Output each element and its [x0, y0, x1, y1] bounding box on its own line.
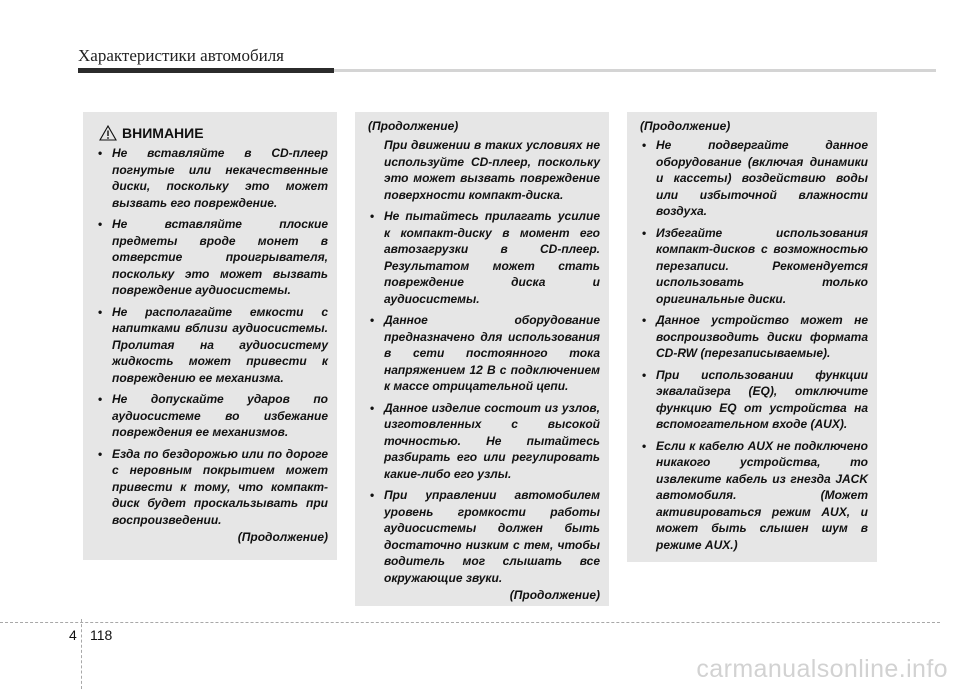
list-item: • Не подвергайте данное оборудование (включая динамики и кассеты) воздействию воды или избыточной влажности воздуха.: [635, 137, 868, 220]
list-item: • Данное устройство может не воспроизводить диски формата CD-RW (перезаписываемые).: [635, 312, 868, 362]
warning-triangle-icon: [99, 125, 117, 141]
continued-box-3: [627, 112, 877, 562]
list-item: • При использовании функции эквалайзера (EQ), отключите функцию EQ от устройства на вспомогательном входе (AUX).: [635, 367, 868, 433]
list-item: • Не располагайте емкости с напитками вблизи аудиосистемы. Пролитая на аудиосистему жидкость может привести к повреждению ее механизма.: [91, 304, 328, 387]
list-item: • Не допускайте ударов по аудиосистеме во избежание повреждения ее механизмов.: [91, 391, 328, 441]
page-number: 118: [90, 627, 113, 643]
footer-rule: [0, 622, 940, 623]
list-item: • Избегайте использования компакт-дисков с возможностью перезаписи. Рекомендуется использовать только оригинальные диски.: [635, 225, 868, 308]
list-item: • Не вставляйте плоские предметы вроде монет в отверстие проигрывателя, поскольку это может вызвать повреждение аудиосистемы.: [91, 216, 328, 299]
page-header-title: Характеристики автомобиля: [78, 46, 284, 65]
caution-list: [363, 137, 600, 586]
list-item: • Не пытайтесь прилагать усилие к компакт-диску в момент его автозагрузки в CD-плеер. Результатом может стать повреждение диска и аудиосистемы.: [363, 208, 600, 307]
list-paragraph: При движении в таких условиях не используйте CD-плеер, поскольку это может вызвать повреждение поверхности компакт-диска.: [384, 138, 600, 202]
list-item: • Данное оборудование предназначено для использования в сети постоянного тока напряжением 12 В с подключением к массе отрицательной цепи.: [363, 312, 600, 395]
warning-list: [91, 145, 328, 528]
continued-box-2: [355, 112, 609, 606]
warning-title: ВНИМАНИЕ: [122, 125, 204, 141]
list-item: • Данное изделие состоит из узлов, изготовленных с высокой точностью. Не пытайтесь разбирать его или регулировать какие-либо его узлы.: [363, 400, 600, 483]
list-item: • Если к кабелю AUX не подключено никакого устройства, то извлеките кабель из гнезда JACK автомобиля. (Может активироваться режим AUX, и может быть слышен шум в режиме AUX.): [635, 438, 868, 554]
chapter-number: 4: [69, 627, 77, 643]
warning-heading: [91, 124, 328, 142]
watermark: carmanualsonline.info: [696, 655, 948, 683]
footer-divider: [81, 619, 82, 689]
caution-list: [635, 137, 868, 553]
continued-label: (Продолжение): [509, 588, 600, 602]
continued-label: (Продолжение): [640, 119, 731, 133]
warning-box: [83, 112, 337, 560]
header-rule-accent: [78, 68, 334, 73]
list-item: • Езда по бездорожью или по дороге с неровным покрытием может привести к тому, что компакт-диск будет проскальзывать при воспроизведении.: [91, 446, 328, 529]
continued-label: (Продолжение): [368, 119, 459, 133]
list-item: • При управлении автомобилем уровень громкости работы аудиосистемы должен быть достаточно низким с тем, чтобы водитель мог слышать все окружающие звуки.: [363, 487, 600, 586]
continued-label: (Продолжение): [237, 530, 328, 544]
list-item: • Не вставляйте в CD-плеер погнутые или некачественные диски, поскольку это может вызвать его повреждение.: [91, 145, 328, 211]
